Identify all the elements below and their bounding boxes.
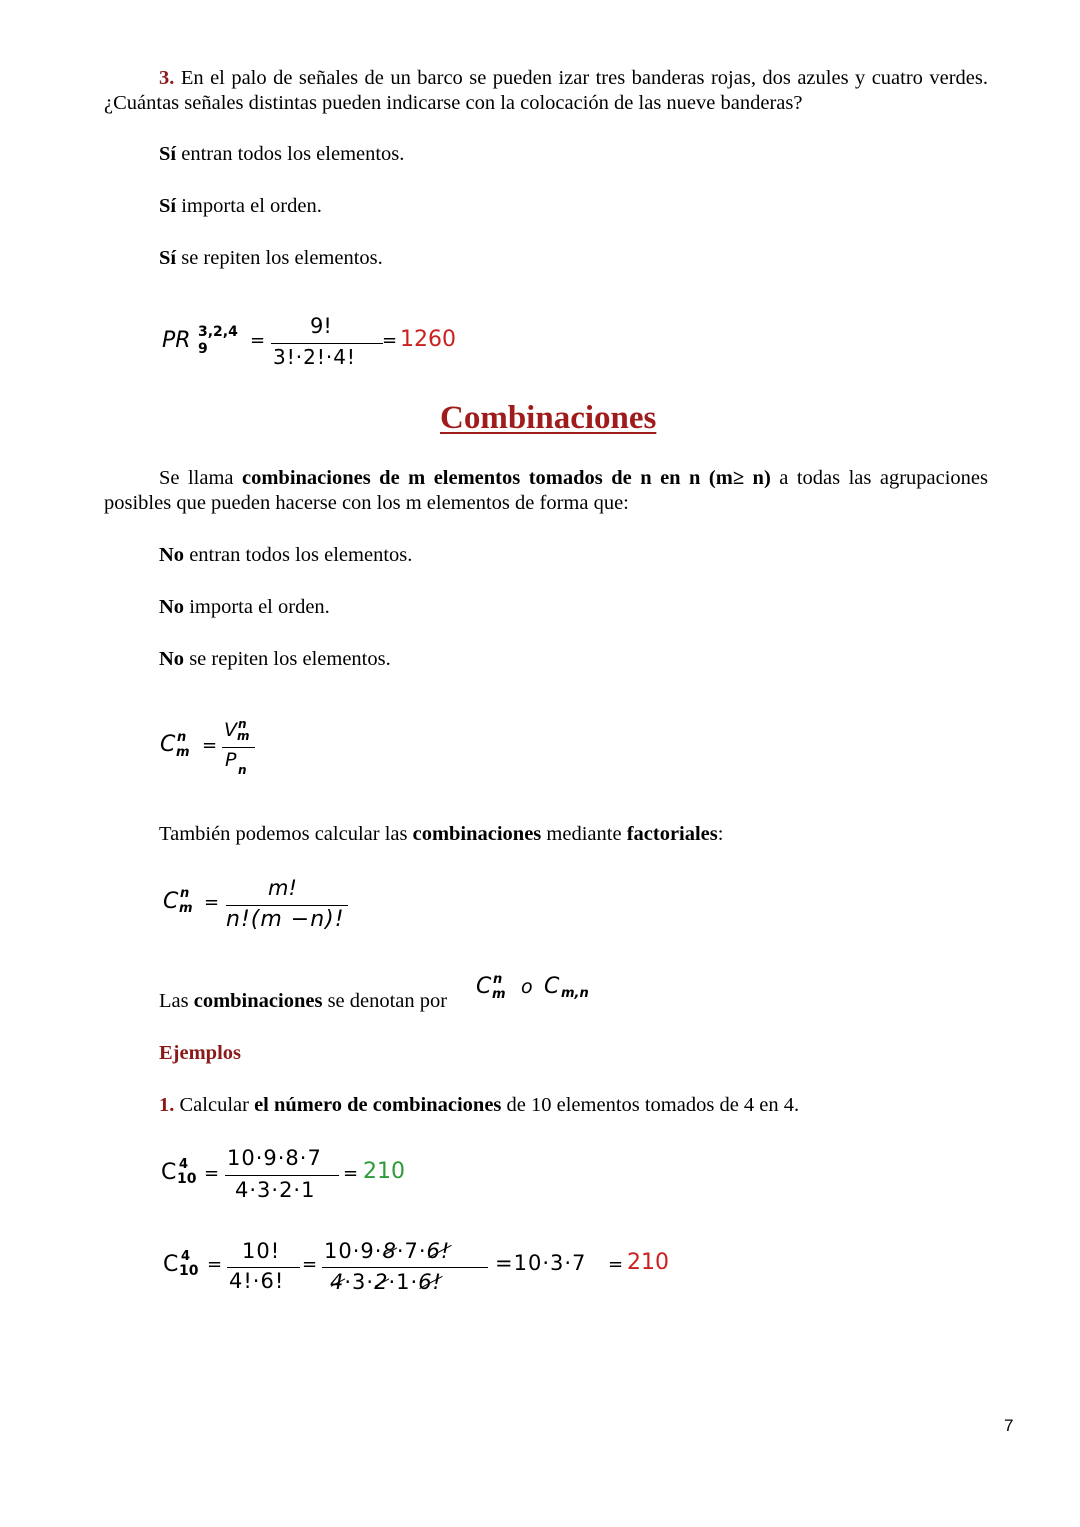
c-symbol: C	[163, 1252, 179, 1277]
v-superscript: n	[238, 717, 247, 731]
equals-sign: =	[608, 1254, 624, 1275]
combination-condition-3: No se repiten los elementos.	[159, 648, 391, 670]
equals-sign: =	[302, 1254, 318, 1275]
page-number: 7	[1004, 1416, 1014, 1435]
definition-paragraph: Se llama combinaciones de m elementos tomados de n en n (m≥ n) a todas las agrupaciones posibles que pueden hacerse con los m elementos de forma que:	[104, 467, 988, 514]
equals-sign: =	[207, 1254, 223, 1275]
cancelled-factor: 4	[330, 1270, 345, 1294]
v-symbol: V	[224, 719, 237, 741]
fraction-bar	[225, 1175, 339, 1176]
fraction-2-numerator: 10·9·8·7·6!	[324, 1239, 451, 1263]
formula-result: 1260	[400, 327, 456, 352]
fraction-numerator: 9!	[310, 314, 332, 338]
v-subscript: m	[237, 729, 250, 743]
example-formula-2	[160, 1234, 700, 1304]
c-subscript: m	[492, 987, 506, 1002]
notation-text: Las combinaciones se denotan por	[159, 990, 448, 1012]
c-symbol: C	[160, 732, 176, 757]
or-text: o	[521, 976, 533, 998]
examples-title: Ejemplos	[159, 1042, 241, 1064]
cancelled-factor: 2	[374, 1270, 389, 1294]
c-superscript: 4	[181, 1249, 191, 1264]
c-superscript: n	[180, 886, 190, 901]
p-subscript: n	[238, 763, 247, 777]
c-subscript: m	[179, 901, 193, 916]
c-symbol: C	[163, 889, 179, 914]
cancelled-factor: 6!	[418, 1270, 442, 1294]
problem-number: 3.	[159, 67, 175, 89]
problem-3-statement	[104, 66, 988, 116]
condition-3: Sí se repiten los elementos.	[159, 247, 383, 269]
c-symbol-alt: C	[544, 974, 560, 999]
c-subscript: m	[176, 745, 190, 760]
cancelled-factor: 8	[382, 1239, 397, 1263]
c-superscript: 4	[179, 1157, 189, 1172]
c-symbol: C	[161, 1160, 177, 1185]
equals-sign: =	[250, 330, 266, 351]
example-1-statement: 1. Calcular el número de combinaciones de 10 elementos tomados de 4 en 4.	[159, 1094, 800, 1116]
fraction-numerator: m!	[268, 876, 297, 900]
c-symbol: C	[476, 974, 492, 999]
formula-result: 210	[627, 1250, 669, 1275]
fraction-denominator: 3!·2!·4!	[273, 345, 356, 369]
formula-result: 210	[363, 1159, 405, 1184]
c-subscript: 10	[177, 1171, 197, 1187]
p-symbol: P	[225, 749, 237, 771]
combination-condition-2: No importa el orden.	[159, 596, 330, 618]
c-superscript: n	[177, 730, 187, 745]
problem-text: En el palo de señales de un barco se pueden izar tres banderas rojas, dos azules y cuatro verdes. ¿Cuántas señales distintas pueden indicarse con la colocación de las nueve banderas?	[104, 67, 989, 114]
equals-sign: =	[204, 1163, 220, 1184]
pr-superscript: 3,2,4	[198, 324, 238, 340]
pr-symbol: PR	[162, 328, 191, 353]
condition-1: Sí entran todos los elementos.	[159, 143, 405, 165]
fraction-bar	[226, 905, 348, 906]
equals-sign: =	[343, 1163, 359, 1184]
fraction-2-denominator: 4·3·2·1·6!	[330, 1270, 442, 1294]
equals-sign: =	[202, 735, 218, 756]
simplified-product: =10·3·7	[495, 1251, 587, 1275]
equals-sign: =	[382, 330, 398, 351]
factorial-intro: También podemos calcular las combinaciones mediante factoriales:	[159, 823, 724, 845]
fraction-bar	[271, 343, 383, 344]
cancelled-factor: 6!	[426, 1239, 451, 1263]
example-formula-1	[160, 1144, 440, 1208]
fraction-denominator: 4·3·2·1	[235, 1178, 316, 1202]
fraction-numerator: 10·9·8·7	[227, 1146, 322, 1170]
c-subscript-alt: m,n	[561, 986, 589, 1001]
section-title: Combinaciones	[440, 400, 657, 436]
fraction-denominator: n!(m −n)!	[226, 907, 345, 932]
condition-2: Sí importa el orden.	[159, 195, 322, 217]
fraction-1-denominator: 4!·6!	[229, 1269, 285, 1293]
c-subscript: 10	[179, 1263, 199, 1279]
pr-subscript: 9	[198, 341, 208, 357]
combination-condition-1: No entran todos los elementos.	[159, 544, 413, 566]
c-superscript: n	[493, 972, 503, 987]
fraction-1-numerator: 10!	[242, 1239, 281, 1263]
equals-sign: =	[204, 892, 220, 913]
fraction-bar	[222, 747, 255, 748]
combination-factorial-formula	[160, 873, 380, 943]
fraction-2-bar	[322, 1267, 488, 1268]
notation-symbols	[474, 970, 614, 1010]
fraction-1-bar	[227, 1267, 300, 1268]
combination-variation-formula	[158, 718, 278, 782]
permutation-formula	[160, 312, 480, 374]
